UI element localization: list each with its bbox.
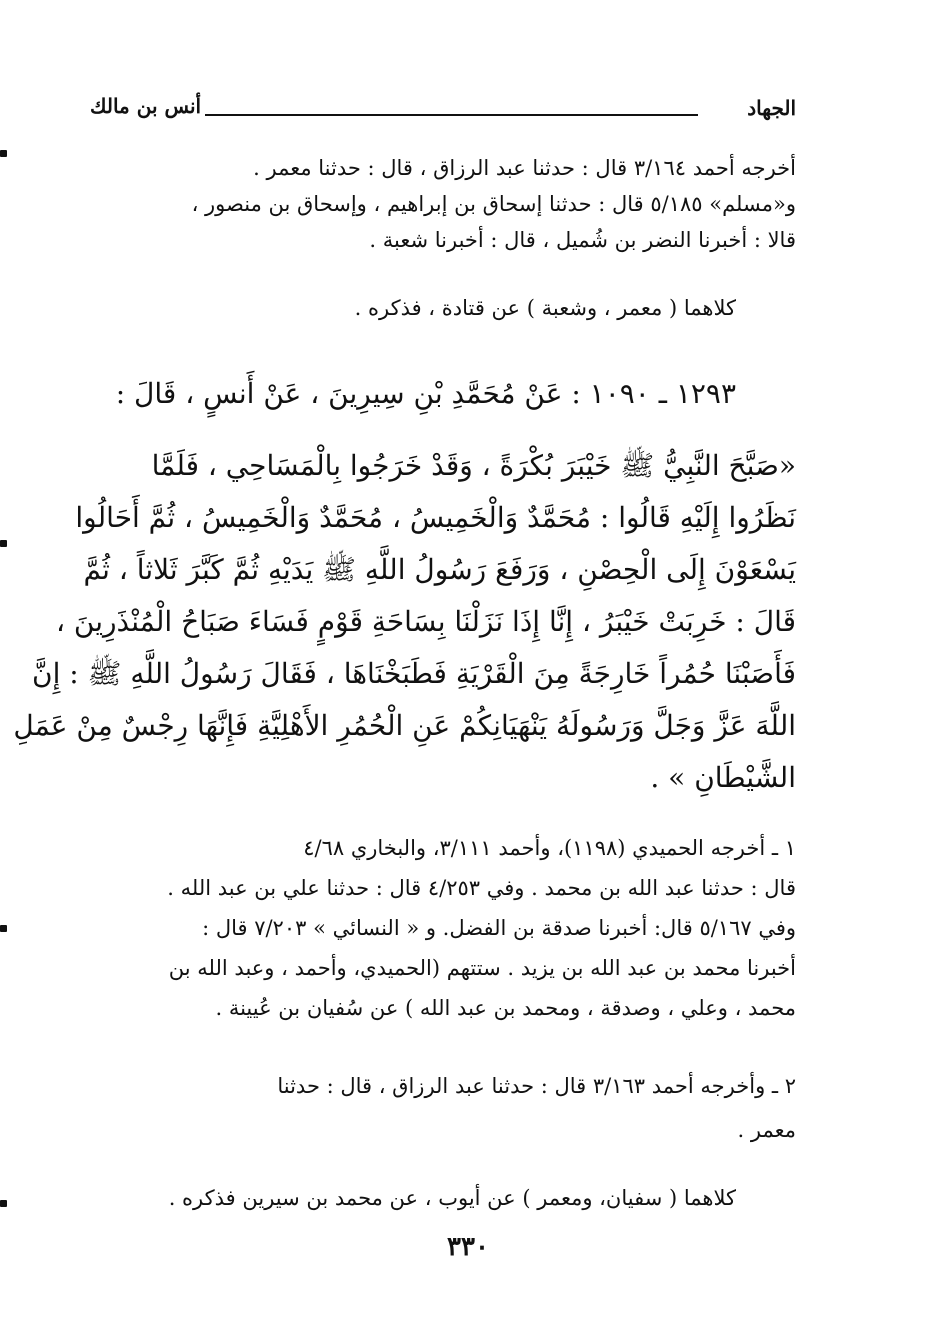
hadith-text [13, 440, 796, 804]
running-header-section: أنس بن مالك [90, 94, 202, 118]
footnote-line: ١ ـ أخرجه الحميدي (١١٩٨)، وأحمد ٣/١١١، والبخاري ٤/٦٨ [303, 836, 796, 860]
scan-margin-mark [0, 1200, 7, 1207]
footnote-line: محمد ، وعلي ، وصدقة ، ومحمد بن عبد الله ) عن سُفيان بن عُيينة . [215, 996, 796, 1020]
takhrij-line: أخرجه أحمد ٣/١٦٤ قال : حدثنا عبد الرزاق ، قال : حدثنا معمر . [253, 156, 796, 180]
footnote-2 [98, 1064, 796, 1152]
hadith-heading: ١٢٩٣ ـ ١٠٩٠ : عَنْ مُحَمَّدِ بْنِ سِيرِينَ ، عَنْ أَنسٍ ، قَالَ : [115, 377, 736, 410]
header-rule [205, 114, 698, 116]
hadith-line: «صَبَّحَ النَّبِيُّ ﷺ خَيْبَرَ بُكْرَةً ، وَقَدْ خَرَجُوا بِالْمَسَاحِي ، فَلَمَّا [151, 449, 796, 482]
hadith-line: قَالَ : خَرِبَتْ خَيْبَرُ ، إِنَّا إِذَا نَزَلْنَا بِسَاحَةِ قَوْمٍ فَسَاءَ صَبَاحُ الْمُنْذَرِينَ ، [55, 605, 796, 638]
page-number: ٣٣٠ [447, 1232, 489, 1262]
hadith-line: الشَّيْطَانِ » . [650, 761, 796, 794]
final-summary: كلاهما ( سفيان، ومعمر ) عن أيوب ، عن محمد بن سيرين فذكره . [168, 1186, 736, 1210]
footnote-line: وفي ٥/١٦٧ قال: أخبرنا صدقة بن الفضل. و « النسائي » ٧/٢٠٣ قال : [202, 916, 796, 940]
scan-margin-mark [0, 925, 7, 932]
footnote-line: قال : حدثنا عبد الله بن محمد . وفي ٤/٢٥٣ قال : حدثنا علي بن عبد الله . [167, 876, 796, 900]
hadith-line: فَأَصَبْنَا حُمُراً خَارِجَةً مِنَ الْقَرْيَةِ فَطَبَخْنَاهَا ، فَقَالَ رَسُولُ اللَّهِ ﷺ : إِنَّ [32, 657, 796, 690]
footnote-1 [98, 828, 796, 1028]
takhrij-line: قالا : أخبرنا النضر بن شُميل ، قال : أخبرنا شعبة . [369, 228, 796, 252]
takhrij-line: و«مسلم» ٥/١٨٥ قال : حدثنا إسحاق بن إبراهيم ، وإسحاق بن منصور ، [191, 192, 796, 216]
footnote-line: أخبرنا محمد بن عبد الله بن يزيد . ستتهم (الحميدي، وأحمد ، وعبد الله بن [168, 956, 796, 980]
scan-margin-mark [0, 150, 7, 157]
hadith-line: نَظَرُوا إِلَيْهِ قَالُوا : مُحَمَّدٌ وَالْخَمِيسُ ، مُحَمَّدٌ وَالْخَمِيسُ ، ثُمَّ أَحَالُوا [75, 501, 796, 534]
hadith-line: اللَّهَ عَزَّ وَجَلَّ وَرَسُولَهُ يَنْهَيَانِكُمْ عَنِ الْحُمُرِ الأَهْلِيَّةِ فَإِنَّهَا رِجْسٌ مِنْ عَمَلِ [13, 709, 796, 742]
footnote-line: ٢ ـ وأخرجه أحمد ٣/١٦٣ قال : حدثنا عبد الرزاق ، قال : حدثنا [277, 1074, 796, 1098]
intro-summary: كلاهما ( معمر ، وشعبة ) عن قتادة ، فذكره . [354, 296, 736, 320]
intro-takhrij [98, 150, 796, 258]
running-header-chapter: الجهاد [747, 96, 796, 120]
footnote-line: معمر . [737, 1118, 796, 1142]
scan-margin-mark [0, 540, 7, 547]
hadith-line: يَسْعَوْنَ إِلَى الْحِصْنِ ، وَرَفَعَ رَسُولُ اللَّهِ ﷺ يَدَيْهِ ثُمَّ كَبَّرَ ثَلاثاً ، ثُمَّ [83, 553, 796, 586]
